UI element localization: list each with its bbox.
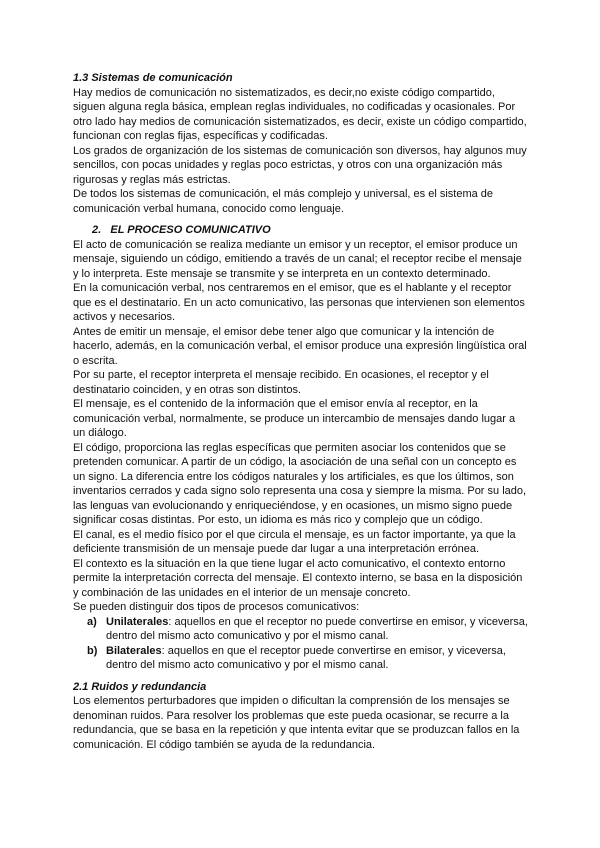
paragraph: El código, proporciona las reglas específicas que permiten asociar los contenidos que se pretenden comunicar. A partir de un código, la asociación de una señal con un concepto es un signo. La diferencia entre los códigos naturales y los artificiales, es que los últimos, son inventarios cerrados y cada signo solo representa una cosa y siempre la misma. Por su lado, las lenguas van evolucionando y enriqueciéndose, y en ocasiones, un mismo signo puede significar cosas distintas. Por esto, un idioma es más rico y complejo que un código. (73, 441, 527, 526)
paragraph: El acto de comunicación se realiza mediante un emisor y un receptor, el emisor produce un mensaje, siguiendo un código, emitiendo a través de un canal; el receptor recibe el mensaje y lo interpreta. Este mensaje se transmite y se interpreta en un contexto determinado. (73, 238, 522, 280)
section-heading-sistemas: 1.3 Sistemas de comunicación (73, 72, 233, 84)
paragraph: El contexto es la situación en la que tiene lugar el acto comunicativo, el contexto entorno permite la interpretación correcta del mensaje. El contexto interno, se basa en la disposición y combinación de las unidades en el interior de un mensaje concreto. (73, 557, 523, 599)
paragraph: Los grados de organización de los sistemas de comunicación son diversos, hay algunos muy sencillos, con pocas unidades y reglas poco estrictas, y otros con una organización más rigurosas y reglas más estrictas. (73, 144, 527, 186)
paragraph: Por su parte, el receptor interpreta el mensaje recibido. En ocasiones, el receptor y el destinatario coinciden, y en otras son distintos. (73, 369, 489, 396)
section-heading-proceso (73, 223, 528, 238)
paragraph: Los elementos perturbadores que impiden o dificultan la comprensión de los mensajes se denominan ruidos. Para resolver los problemas que este pueda ocasionar, se recurre a la redundancia, que se basa en la repetición y que intenta evitar que se produzcan fallos en la comunicación. El código también se ayuda de la redundancia. (73, 695, 520, 751)
process-types-list (73, 615, 528, 673)
list-marker: a) (87, 615, 97, 628)
paragraph: Se pueden distinguir dos tipos de procesos comunicativos: (73, 601, 360, 613)
list-term: Unilaterales (106, 615, 169, 628)
list-item (73, 615, 528, 644)
paragraph: El mensaje, es el contenido de la información que el emisor envía al receptor, en la comunicación verbal, normalmente, se produce un intercambio de mensajes dando lugar a un diálogo. (73, 398, 516, 439)
list-term: Bilaterales (106, 644, 162, 657)
paragraph: Antes de emitir un mensaje, el emisor debe tener algo que comunicar y la intención de hacerlo, además, en la comunicación verbal, el emisor produce una expresión lingüística oral o escrita. (73, 325, 527, 367)
paragraph: Hay medios de comunicación no sistematizados, es decir,no existe código compartido, siguen alguna regla básica, emplean reglas individuales, no codificadas y ocasionales. Por otro lado hay medios de comunicación sistematizados, es decir, existe un código compartido, funcionan con reglas fijas, específicas y codificadas. (73, 86, 527, 142)
section-title: EL PROCESO COMUNICATIVO (110, 224, 271, 236)
list-marker: b) (87, 644, 98, 657)
list-text: : aquellos en que el receptor no puede convertirse en emisor, y viceversa, dentro del mismo acto comunicativo y por el mismo canal. (106, 615, 528, 642)
paragraph: El canal, es el medio físico por el que circula el mensaje, es un factor importante, ya que la deficiente transmisión de un mensaje puede dar lugar a una interpretación errónea. (73, 528, 516, 555)
paragraph: De todos los sistemas de comunicación, el más complejo y universal, es el sistema de comunicación verbal humana, conocido como lenguaje. (73, 188, 494, 215)
list-item (73, 644, 528, 673)
section-heading-ruidos: 2.1 Ruidos y redundancia (73, 680, 207, 693)
list-text: : aquellos en que el receptor puede convertirse en emisor, y viceversa, dentro del mismo acto comunicativo y por el mismo canal. (106, 644, 506, 671)
section-number: 2. (92, 224, 102, 236)
paragraph: En la comunicación verbal, nos centraremos en el emisor, que es el hablante y el receptor que es el destinatario. En un acto comunicativo, las personas que intervienen son elementos activos y necesarios. (73, 282, 525, 323)
